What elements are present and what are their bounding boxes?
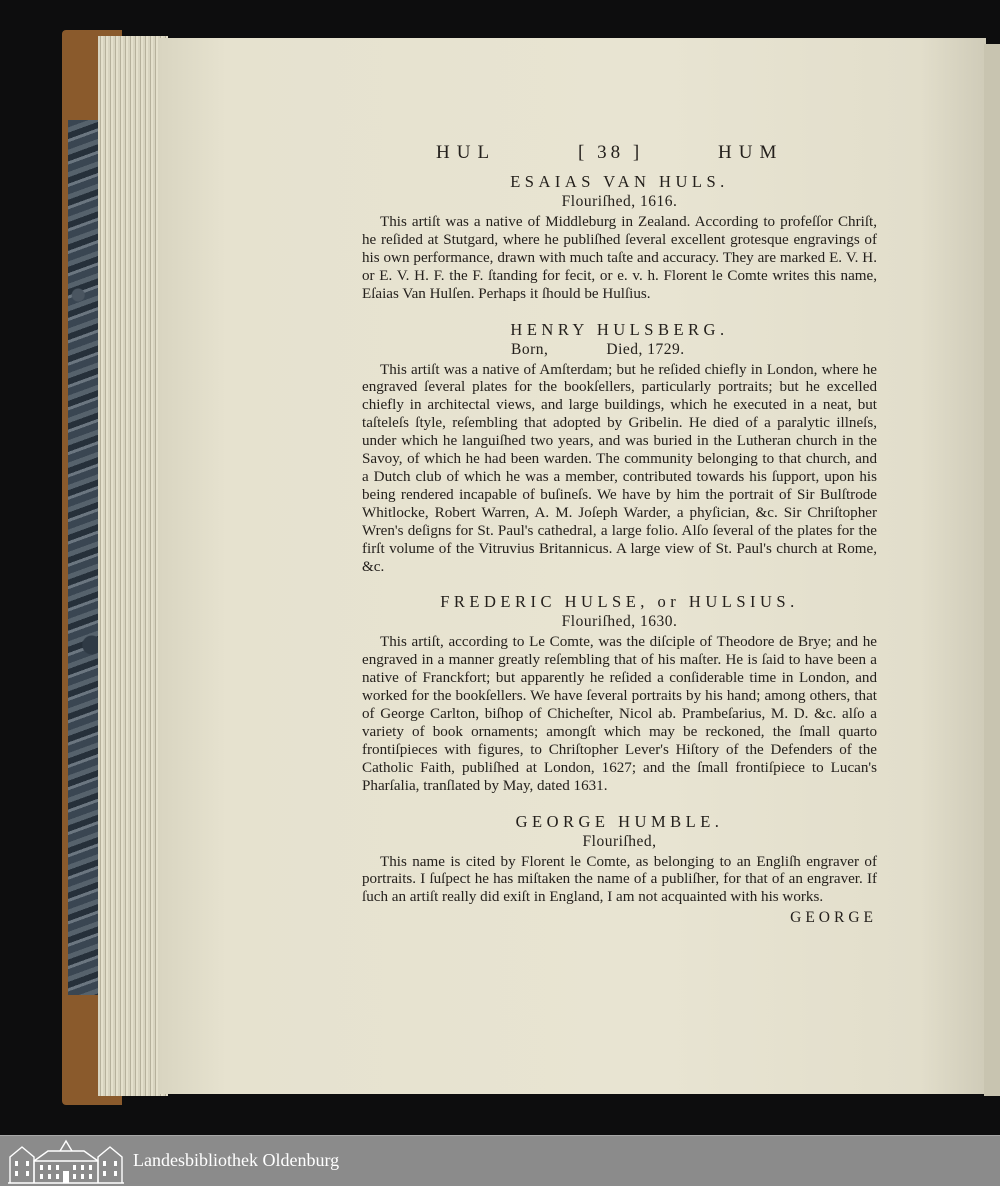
marbled-endpaper <box>68 120 102 995</box>
entry-title: HENRY HULSBERG. <box>510 319 729 339</box>
header-right: HUM <box>718 142 784 163</box>
page-stack-edges <box>98 36 168 1096</box>
entry-date: Flouriſhed, 1630. <box>561 613 678 631</box>
entry-date: Flouriſhed, 1616. <box>561 193 678 210</box>
library-footer-bar <box>0 1135 1000 1186</box>
entry-title: FREDERIC HULSE, or HULSIUS. <box>440 592 799 612</box>
running-header <box>362 140 877 166</box>
entry-henry-hulsberg <box>362 320 877 577</box>
entry-title: ESAIAS VAN HULS. <box>510 172 729 191</box>
entry-frederic-hulse <box>362 592 877 795</box>
page-edge-shadow <box>984 44 1000 1096</box>
header-left: HUL <box>436 142 497 163</box>
entry-body: This name is cited by Florent le Comte, as belonging to an Engliſh engraver of portraits. I ſuſpect he has miſtaken the name of a publiſher, for that of an engraver. If ſuch an artiſt really did exiſt in England, I am not acquainted with his works. <box>362 853 877 906</box>
page-number: [ 38 ] <box>578 142 644 163</box>
entry-esaias-van-huls <box>362 172 877 304</box>
page-text <box>362 140 877 927</box>
entry-born: Born, <box>511 340 549 358</box>
entry-dates <box>362 340 877 360</box>
entry-body: This artiſt was a native of Middleburg in Zealand. According to profeſſor Chriſt, he reſided at Stutgard, where he publiſhed ſeveral excellent grotesque engravings of his own performance, drawn with much taſte and accuracy. They are marked E. V. H. or E. V. H. F. the F. ſtanding for fecit, or e. v. h. Florent le Comte writes this name, Eſaias Van Hulſen. Perhaps it ſhould be Hulſius. <box>362 214 877 302</box>
entry-george-humble <box>362 812 877 908</box>
library-building-icon <box>8 1139 124 1184</box>
entry-body: This artiſt, according to Le Comte, was the diſciple of Theodore de Brye; and he engraved in a manner greatly reſembling that of his maſter. He is ſaid to have been a native of Franckfort; but apparently he reſided a conſiderable time in London, and worked for the bookſellers. We have ſeveral portraits by his hand; among others, that of George Carlton, biſhop of Chicheſter, Nicol ab. Prambeſarius, M. D. &c. alſo a variety of book ornaments; amongſt which may be reckoned, the ſmall quarto frontiſpieces with figures, to Chriſtopher Lever's Hiſtory of the Defenders of the Catholic Faith, publiſhed at London, 1627; and the ſmall frontiſpiece to Lucan's Pharſalia, tranſlated by May, dated 1631. <box>362 634 877 794</box>
catchword: GEORGE <box>790 909 877 927</box>
entry-body: This artiſt was a native of Amſterdam; but he reſided chiefly in London, where he engraved ſeveral plates for the bookſellers, particularly portraits; but he excelled chiefly in architectal views, and large buildings, which he executed in a neat, but taſteleſs ſtyle, reſembling that adopted by Gribelin. He died of a paralytic illneſs, under which he languiſhed two years, and was buried in the Lutheran church in the Savoy, of which he had been warden. The community belonging to that church, and a Dutch club of which he was a member, contributed towards his ſupport, upon his being rendered incapable of buſineſs. We have by him the portrait of Sir Bulſtrode Whitlocke, Robert Warren, A. M. Joſeph Warder, a phyſician, &c. Sir Chriſtopher Wren's deſigns for St. Paul's cathedral, a large folio. Alſo ſeveral of the plates for the firſt volume of the Vitruvius Britannicus. A large view of St. Paul's church at Rome, &c. <box>362 361 877 575</box>
library-name: Landesbibliothek Oldenburg <box>133 1150 340 1170</box>
entry-title: GEORGE HUMBLE. <box>515 811 724 831</box>
entry-died: Died, 1729. <box>606 340 685 358</box>
entry-date: Flouriſhed, <box>582 832 657 850</box>
